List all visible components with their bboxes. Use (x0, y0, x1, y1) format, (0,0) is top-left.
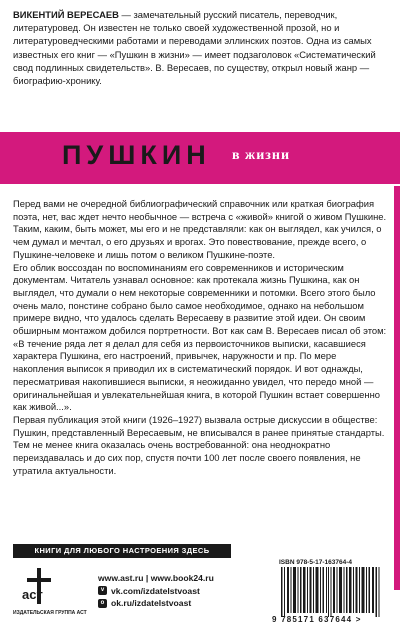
paragraph: Первая публикация этой книги (1926–1927) вызвала острые дискуссии в обществе: Пушкин, представленный Вересаевым, не вписывался в ранее принятые стандарты. Тем не менее книга оказалась очень востребованной: она неоднократно переиздавалась и до сих пор, спустя почти 100 лет после своего появления, не утратила актуальности. (13, 413, 385, 476)
author-name: ВИКЕНТИЙ ВЕРЕСАЕВ (13, 9, 119, 20)
barcode-icon (275, 567, 390, 617)
logo-wordmark: аст (22, 587, 43, 602)
edge-stripe (394, 186, 400, 590)
publisher-name: ИЗДАТЕЛЬСКАЯ ГРУППА АСТ (13, 610, 87, 616)
publisher-links (98, 572, 214, 610)
author-intro (13, 8, 385, 87)
ast-logo-icon (19, 566, 55, 606)
book-subtitle: в жизни (232, 148, 291, 163)
ok-link[interactable]: o ok.ru/izdatelstvoast (98, 597, 214, 610)
vk-icon: v (98, 586, 107, 595)
paragraph: Перед вами не очередной библиографический справочник или краткая биография поэта, нет, вас ждет нечто необычное — встреча с «живой» книгой о живом Пушкине. Таким, каким, быть может, мы его и не представляли: как он выглядел, как учился, о чем думал и мечтал, о его друзьях и врогах. Это повествование, прежде всего, о Пушкине-человеке и лишь потом о великом Пушкине-поэте. (13, 198, 387, 260)
annotation-text (13, 198, 387, 477)
ok-icon: o (98, 599, 107, 608)
vk-link[interactable]: v vk.com/izdatelstvoast (98, 585, 214, 598)
website-link[interactable]: www.ast.ru | www.book24.ru (98, 573, 214, 583)
slogan-bar: КНИГИ ДЛЯ ЛЮБОГО НАСТРОЕНИЯ ЗДЕСЬ (13, 544, 231, 558)
publisher-logo (13, 566, 87, 624)
book-title: ПУШКИН (62, 140, 211, 170)
isbn: ISBN 978-5-17-163764-4 (279, 559, 352, 566)
paragraph: Его облик воссоздан по воспоминаниям его современников и историческим документам. Читатель узнавал основное: как протекала жизнь Пушкина, как он выглядел, что думали о нем некоторые современники и потомки. Всего этого было очень мало, понстине собрано было самое необходимое, однако на небольшом примере видно, что удалось сделать Вересаеву в развитие этой идеи. Он своим обширным монтажом добился портретности. Вот как сам В. Вересаев писал об этом: (13, 261, 387, 337)
barcode-number: 9 785171 637644 > (272, 615, 362, 624)
author-description: — замечательный русский писатель, переводчик, литературовед. Он известен не только своей художественной прозой, но и литературоведческими работами и переводами эллинских поэтов. Одна из самых известных его книг — «Пушкин в жизни» — имеет подзаголовок «Систематический свод подлинных свидетельств». В. Вересаев, по существу, открыл новый жанр — биографию-хронику. (13, 9, 376, 87)
quote-paragraph: «В течение ряда лет я делал для себя из первоисточников выписки, касавшиеся характера Пушкина, его настроений, привычек, наружности и пр. По мере накопления выписок я приводил их в систематический порядок. И вот однажды, пересматривая накопившиеся выписки, я неожиданно увидел, что передо мной — оригинальнейшая и увлекательнейшая книга, в которой Пушкин встает совершенно как живой...». (13, 337, 380, 413)
